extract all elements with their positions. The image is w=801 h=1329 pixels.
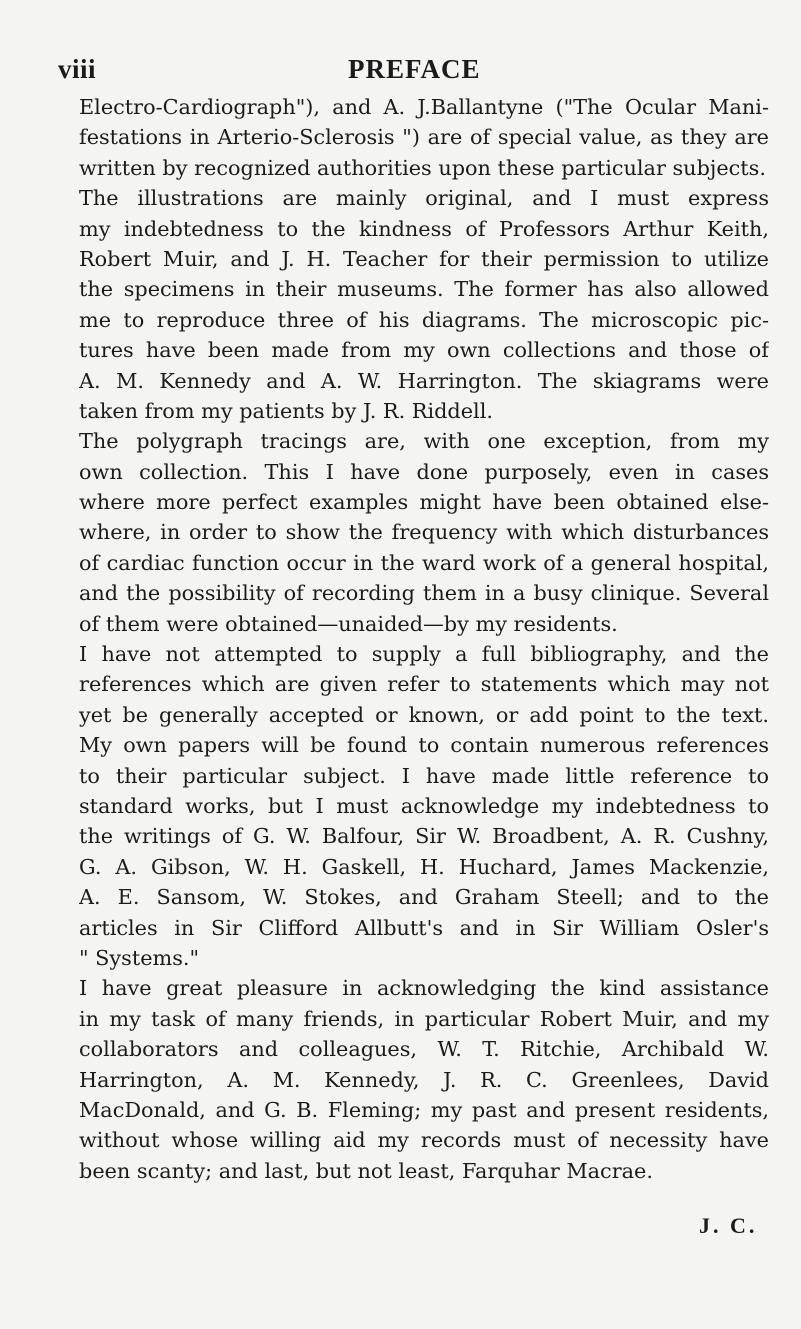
text-line: own collection. This I have done purposely, even in cases [79,459,769,484]
text-line: where, in order to show the frequency with which disturbances [79,520,769,545]
text-line: festations in Arterio-Sclerosis ") are of special value, as they are [79,125,769,150]
text-line: The illustrations are mainly original, and I must express [79,186,769,211]
page-header [58,54,758,88]
text-line: and the possibility of recording them in a busy clinique. Several [79,581,769,606]
text-line: articles in Sir Clifford Allbutt's and in Sir William Osler's [79,915,769,940]
text-line: I have not attempted to supply a full bibliography, and the [79,642,769,667]
text-line: " Systems." [79,945,200,970]
text-line: yet be generally accepted or known, or add point to the text. [79,702,769,727]
text-line: standard works, but I must acknowledge my indebtedness to [79,793,769,818]
text-line: of them were obtained—unaided—by my residents. [79,611,618,636]
text-line: been scanty; and last, but not least, Farquhar Macrae. [79,1158,653,1183]
text-line: in my task of many friends, in particular Robert Muir, and my [79,1006,769,1031]
text-line: G. A. Gibson, W. H. Gaskell, H. Huchard, James Mackenzie, [79,854,769,879]
text-line: A. M. Kennedy and A. W. Harrington. The skiagrams were [79,368,769,393]
text-line: I have great pleasure in acknowledging the kind assistance [79,976,769,1001]
preface-body-text [79,92,769,1186]
text-line: me to reproduce three of his diagrams. The microscopic pic- [79,307,769,332]
text-line: The polygraph tracings are, with one exception, from my [79,429,769,454]
text-line: without whose willing aid my records must of necessity have [79,1128,769,1153]
text-line: MacDonald, and G. B. Fleming; my past and present residents, [79,1097,769,1122]
text-line: where more perfect examples might have been obtained else- [79,490,769,515]
author-initials: J. C. [699,1213,758,1238]
text-line: collaborators and colleagues, W. T. Ritchie, Archibald W. [79,1037,769,1062]
text-line: references which are given refer to statements which may not [79,672,769,697]
text-line: my indebtedness to the kindness of Professors Arthur Keith, [79,216,769,241]
text-line: the writings of G. W. Balfour, Sir W. Broadbent, A. R. Cushny, [79,824,769,849]
text-line: written by recognized authorities upon these particular subjects. [79,155,766,180]
text-line: Harrington, A. M. Kennedy, J. R. C. Greenlees, David [79,1067,769,1092]
text-line: Robert Muir, and J. H. Teacher for their permission to utilize [79,246,769,271]
running-head: PREFACE [348,54,481,84]
text-line: My own papers will be found to contain numerous references [79,733,769,758]
text-line: tures have been made from my own collections and those of [79,338,769,363]
text-line: to their particular subject. I have made little reference to [79,763,769,788]
text-line: the specimens in their museums. The former has also allowed [79,277,769,302]
text-line: of cardiac function occur in the ward work of a general hospital, [79,550,769,575]
text-line: taken from my patients by J. R. Riddell. [79,398,493,423]
page-number: viii [58,54,97,84]
text-line: A. E. Sansom, W. Stokes, and Graham Steell; and to the [79,885,769,910]
text-line: Electro-Cardiograph"), and A. J.Ballantyne ("The Ocular Mani- [79,95,769,119]
